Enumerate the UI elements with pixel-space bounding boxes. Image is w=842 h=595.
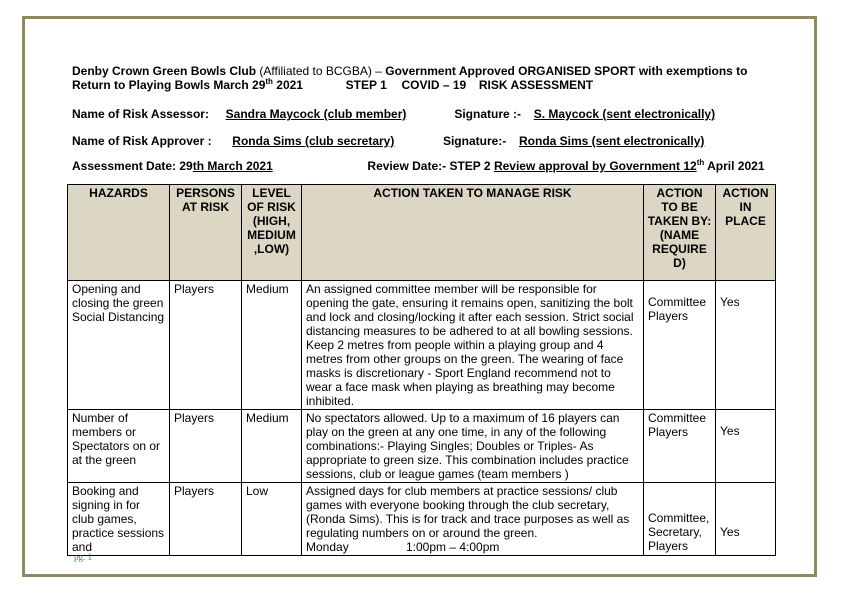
approver-signature: Ronda Sims (sent electronically) [519, 134, 705, 148]
col-header-in-place: ACTION IN PLACE [716, 185, 776, 281]
return-sup: th [265, 77, 273, 86]
action-by-cell: Committee Players [644, 410, 716, 483]
action-day: Monday [306, 540, 349, 554]
assessor-name: Sandra Maycock (club member) [225, 107, 407, 121]
level-cell: Medium [242, 281, 302, 410]
hazard-cell: Booking and signing in for club games, practice sessions and [68, 483, 170, 556]
in-place-cell: Yes [716, 410, 776, 483]
hazard-cell: Number of members or Spectators on or at the green [68, 410, 170, 483]
col-header-level: LEVEL OF RISK (HIGH, MEDIUM ,LOW) [242, 185, 302, 281]
level-cell: Low [242, 483, 302, 556]
title-dash: – [375, 64, 382, 78]
approver-row [72, 134, 704, 148]
approved-text: Government Approved ORGANISED SPORT with exemptions to [385, 64, 748, 78]
level-cell: Medium [242, 410, 302, 483]
risk-assessment-table [67, 184, 776, 556]
approver-name: Ronda Sims (club secretary) [232, 134, 395, 148]
hazard-text-2: Social Distancing [72, 310, 165, 324]
step-label: STEP 1 [345, 78, 387, 92]
return-year: 2021 [276, 78, 303, 92]
persons-cell: Players [170, 281, 242, 410]
assessment-date-label: Assessment Date: 29 [72, 159, 193, 173]
table-row [68, 281, 776, 410]
dates-row [72, 159, 765, 173]
action-cell: No spectators allowed. Up to a maximum of 16 players can play on the green at any one time, in any of the following combinations:- Playing Singles; Doubles or Triples- As appropriate to green size. This combination includes practice sessions, club or league games (team members ) [302, 410, 644, 483]
review-date-value: Review approval by Government 12 [493, 159, 697, 173]
approver-signature-label: Signature:- [442, 134, 507, 148]
review-date-end: April 2021 [707, 159, 765, 173]
club-name: Denby Crown Green Bowls Club [72, 64, 257, 78]
action-by-cell: Committee, Secretary, Players [644, 483, 716, 556]
return-text: Return to Playing Bowls March 29 [72, 78, 266, 92]
col-header-hazards: HAZARDS [68, 185, 170, 281]
action-time: 1:00pm – 4:00pm [406, 540, 500, 554]
col-header-persons: PERSONS AT RISK [170, 185, 242, 281]
document-title [72, 64, 772, 92]
covid-label: COVID – 19 [401, 78, 467, 92]
approver-label: Name of Risk Approver : [72, 134, 212, 148]
action-cell [302, 483, 644, 556]
table-row [68, 483, 776, 556]
table-header-row [68, 185, 776, 281]
assessment-date-value: th March 2021 [192, 159, 273, 173]
hazard-text: Opening and closing the green [72, 282, 164, 310]
in-place-cell: Yes [716, 483, 776, 556]
persons-cell: Players [170, 410, 242, 483]
col-header-action: ACTION TAKEN TO MANAGE RISK [302, 185, 644, 281]
in-place-cell: Yes [716, 281, 776, 410]
persons-cell: Players [170, 483, 242, 556]
risk-assessment-label: RISK ASSESSMENT [478, 78, 594, 92]
action-text: Assigned days for club members at practice sessions/ club games with everyone booking through the club secretary, (Ronda Sims). This is for track and trace purposes as well as regulating numbers on or around the green. [306, 484, 630, 540]
assessor-label: Name of Risk Assessor: [72, 107, 209, 121]
hazard-cell [68, 281, 170, 410]
review-date-sup: th [696, 158, 705, 167]
col-header-by: ACTION TO BE TAKEN BY: (NAME REQUIRE D) [644, 185, 716, 281]
action-by-cell: Committee Players [644, 281, 716, 410]
assessor-signature-label: Signature :- [454, 107, 521, 121]
assessor-row [72, 107, 715, 121]
page-number: pg. 1 [74, 552, 92, 562]
review-date-label: Review Date:- STEP 2 [367, 159, 491, 173]
assessor-signature: S. Maycock (sent electronically) [533, 107, 716, 121]
table-row [68, 410, 776, 483]
affiliation: (Affiliated to BCGBA) [259, 64, 372, 78]
action-cell: An assigned committee member will be responsible for opening the gate, ensuring it remains open, sanitizing the bolt and lock and closing/locking it after each session. Strict social distancing measures to be adhered to at all bowling sessions. Keep 2 metres from people within a playing group and 4 metres from other groups on the green. The wearing of face masks is discretionary - Sport England recommend not to wear a face mask when playing as breathing may become inhibited. [302, 281, 644, 410]
